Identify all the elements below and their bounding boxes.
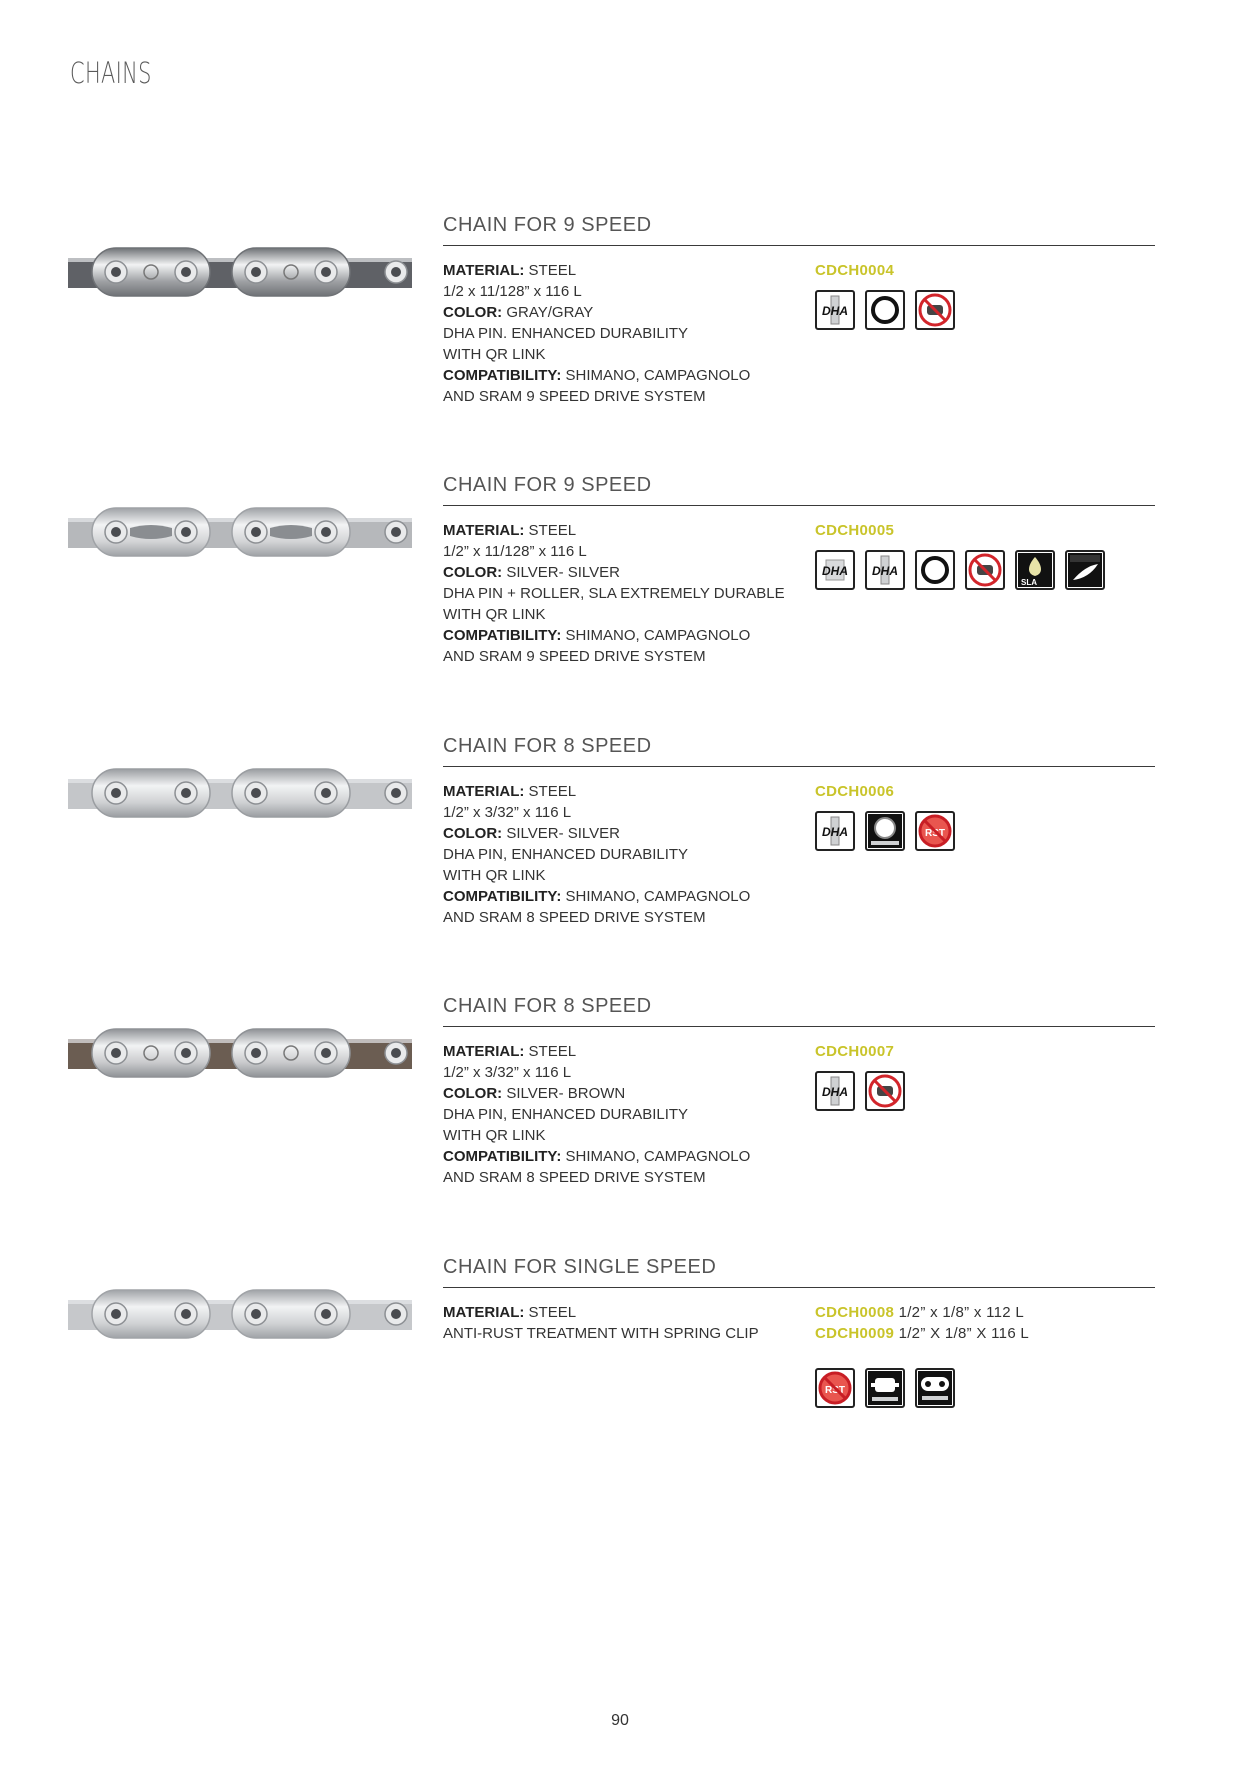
product-codes <box>815 1302 1029 1344</box>
feature-icons <box>815 1368 955 1408</box>
product-title: CHAIN FOR 8 SPEED <box>443 735 652 757</box>
spec-label: COLOR: <box>443 304 503 321</box>
roller-dark-icon-graphic <box>867 813 903 849</box>
chain-image <box>68 242 412 302</box>
spec-line <box>443 344 750 365</box>
spec-line <box>443 625 785 646</box>
product-section <box>0 214 1241 474</box>
spec-line <box>443 583 785 604</box>
dha-pin-icon <box>815 290 855 330</box>
product-codes <box>815 781 894 802</box>
product-section <box>0 1256 1241 1516</box>
spec-line <box>443 802 750 823</box>
no-rust-icon-graphic <box>917 292 953 328</box>
dha-pin-icon <box>865 550 905 590</box>
spec-label: COLOR: <box>443 825 503 842</box>
product-size: 1/2” X 1/8” X 116 L <box>894 1325 1030 1342</box>
no-rust-icon-graphic <box>967 552 1003 588</box>
product-section <box>0 735 1241 995</box>
dha-pin-icon <box>815 811 855 851</box>
spec-value: DHA PIN, ENHANCED DURABILITY <box>443 1106 689 1123</box>
spec-label: COMPATIBILITY: <box>443 1148 562 1165</box>
spec-line <box>443 886 750 907</box>
chain-image <box>68 1023 412 1083</box>
dha-pin-icon-graphic <box>867 552 903 588</box>
no-rust-icon <box>965 550 1005 590</box>
spec-label: COLOR: <box>443 1085 503 1102</box>
product-title: CHAIN FOR 8 SPEED <box>443 995 652 1017</box>
feature-icons <box>815 550 1105 590</box>
spec-value: STEEL <box>524 783 577 800</box>
no-rust-icon <box>865 1071 905 1111</box>
dha-pin-icon <box>815 1071 855 1111</box>
spec-label: MATERIAL: <box>443 783 525 800</box>
sla-treatment-icon <box>1015 550 1055 590</box>
svg-text:RST: RST <box>825 1385 845 1396</box>
spec-line <box>443 365 750 386</box>
feature-icons <box>815 1071 905 1111</box>
spec-value: AND SRAM 8 SPEED DRIVE SYSTEM <box>443 1169 706 1186</box>
spec-value: DHA PIN. ENHANCED DURABILITY <box>443 325 689 342</box>
spec-line <box>443 1104 750 1125</box>
spec-value: STEEL <box>524 1043 577 1060</box>
spec-line <box>443 260 750 281</box>
product-section <box>0 995 1241 1255</box>
product-codes <box>815 260 894 281</box>
roller-icon <box>865 290 905 330</box>
page-heading: CHAINS <box>70 56 152 90</box>
hub-size-icon-graphic <box>867 1370 903 1406</box>
product-code-line <box>815 520 894 541</box>
spec-value: AND SRAM 9 SPEED DRIVE SYSTEM <box>443 648 706 665</box>
dha-roller-icon-graphic <box>817 552 853 588</box>
product-code: CDCH0006 <box>815 783 895 800</box>
spec-line <box>443 1062 750 1083</box>
spec-value: SHIMANO, CAMPAGNOLO <box>561 367 751 384</box>
spec-label: COMPATIBILITY: <box>443 367 562 384</box>
svg-text:SLA: SLA <box>1021 578 1037 587</box>
product-code-line <box>815 1323 1029 1344</box>
product-code-line <box>815 781 894 802</box>
product-codes <box>815 1041 894 1062</box>
spec-value: 1/2 x 11/128” x 116 L <box>443 283 582 300</box>
svg-text:DHA: DHA <box>822 825 848 839</box>
divider <box>443 1287 1155 1288</box>
svg-text:DHA: DHA <box>822 1085 848 1099</box>
spec-value: SHIMANO, CAMPAGNOLO <box>561 888 751 905</box>
anti-rust-icon-graphic <box>917 813 953 849</box>
product-title: CHAIN FOR 9 SPEED <box>443 214 652 236</box>
chain-image <box>68 502 412 562</box>
dha-pin-icon-graphic <box>817 813 853 849</box>
product-code: CDCH0008 <box>815 1304 895 1321</box>
spec-label: COMPATIBILITY: <box>443 627 562 644</box>
spec-list <box>443 781 750 928</box>
dha-pin-icon-graphic <box>817 1073 853 1109</box>
spec-value: SHIMANO, CAMPAGNOLO <box>561 627 751 644</box>
single-speed-icon-graphic <box>917 1370 953 1406</box>
spec-line <box>443 1146 750 1167</box>
product-section <box>0 474 1241 734</box>
product-code-line <box>815 260 894 281</box>
roller-icon-graphic <box>917 552 953 588</box>
anti-rust-icon-graphic <box>817 1370 853 1406</box>
spec-value: WITH QR LINK <box>443 867 546 884</box>
product-code: CDCH0004 <box>815 262 895 279</box>
spec-value: SILVER- SILVER <box>502 564 620 581</box>
divider <box>443 245 1155 246</box>
spec-value: 1/2” x 3/32” x 116 L <box>443 804 572 821</box>
spec-value: SILVER- SILVER <box>502 825 620 842</box>
spec-value: DHA PIN + ROLLER, SLA EXTREMELY DURABLE <box>443 585 785 602</box>
spec-value: GRAY/GRAY <box>502 304 594 321</box>
hub-size-icon <box>865 1368 905 1408</box>
roller-icon <box>915 550 955 590</box>
svg-text:DHA: DHA <box>872 564 898 578</box>
super-light-icon-graphic <box>1067 552 1103 588</box>
product-code-line <box>815 1302 1029 1323</box>
spec-value: WITH QR LINK <box>443 346 546 363</box>
spec-line <box>443 520 785 541</box>
dha-pin-icon-graphic <box>817 292 853 328</box>
spec-line <box>443 781 750 802</box>
spec-line <box>443 386 750 407</box>
spec-label: MATERIAL: <box>443 262 525 279</box>
super-light-icon <box>1065 550 1105 590</box>
spec-value: AND SRAM 9 SPEED DRIVE SYSTEM <box>443 388 706 405</box>
roller-icon-graphic <box>867 292 903 328</box>
no-rust-icon <box>915 290 955 330</box>
spec-label: COMPATIBILITY: <box>443 888 562 905</box>
spec-line <box>443 823 750 844</box>
spec-line <box>443 604 785 625</box>
spec-value: 1/2” x 3/32” x 116 L <box>443 1064 572 1081</box>
spec-value: WITH QR LINK <box>443 606 546 623</box>
anti-rust-icon <box>815 1368 855 1408</box>
product-codes <box>815 520 894 541</box>
no-rust-icon-graphic <box>867 1073 903 1109</box>
spec-value: STEEL <box>524 522 577 539</box>
product-title: CHAIN FOR 9 SPEED <box>443 474 652 496</box>
product-title: CHAIN FOR SINGLE SPEED <box>443 1256 717 1278</box>
page-number: 90 <box>611 1712 629 1729</box>
sla-treatment-icon-graphic <box>1017 552 1053 588</box>
spec-value: AND SRAM 8 SPEED DRIVE SYSTEM <box>443 909 706 926</box>
spec-list <box>443 260 750 407</box>
spec-list <box>443 1302 759 1344</box>
spec-line <box>443 1083 750 1104</box>
spec-line <box>443 1125 750 1146</box>
spec-label: MATERIAL: <box>443 1043 525 1060</box>
spec-line <box>443 1167 750 1188</box>
spec-list <box>443 1041 750 1188</box>
spec-line <box>443 1323 759 1344</box>
chain-image <box>68 763 412 823</box>
spec-value: ANTI-RUST TREATMENT WITH SPRING CLIP <box>443 1325 759 1342</box>
dha-roller-icon <box>815 550 855 590</box>
spec-line <box>443 562 785 583</box>
spec-line <box>443 844 750 865</box>
spec-value: STEEL <box>524 1304 577 1321</box>
spec-value: SILVER- BROWN <box>502 1085 626 1102</box>
spec-line <box>443 1041 750 1062</box>
spec-label: MATERIAL: <box>443 1304 525 1321</box>
product-size: 1/2” x 1/8” x 112 L <box>894 1304 1025 1321</box>
spec-line <box>443 1302 759 1323</box>
product-code: CDCH0007 <box>815 1043 895 1060</box>
chain-image <box>68 1284 412 1344</box>
spec-value: DHA PIN, ENHANCED DURABILITY <box>443 846 689 863</box>
spec-line <box>443 865 750 886</box>
product-code: CDCH0009 <box>815 1325 895 1342</box>
single-speed-icon <box>915 1368 955 1408</box>
spec-line <box>443 646 785 667</box>
svg-text:RST: RST <box>925 828 945 839</box>
spec-line <box>443 541 785 562</box>
spec-line <box>443 281 750 302</box>
spec-value: STEEL <box>524 262 577 279</box>
feature-icons <box>815 290 955 330</box>
spec-value: SHIMANO, CAMPAGNOLO <box>561 1148 751 1165</box>
spec-line <box>443 907 750 928</box>
product-code-line <box>815 1041 894 1062</box>
divider <box>443 1026 1155 1027</box>
divider <box>443 505 1155 506</box>
spec-value: WITH QR LINK <box>443 1127 546 1144</box>
spec-value: 1/2” x 11/128” x 116 L <box>443 543 587 560</box>
roller-dark-icon <box>865 811 905 851</box>
feature-icons <box>815 811 955 851</box>
spec-line <box>443 323 750 344</box>
svg-text:DHA: DHA <box>822 564 848 578</box>
product-code: CDCH0005 <box>815 522 895 539</box>
spec-label: COLOR: <box>443 564 503 581</box>
anti-rust-icon <box>915 811 955 851</box>
spec-list <box>443 520 785 667</box>
divider <box>443 766 1155 767</box>
svg-text:DHA: DHA <box>822 304 848 318</box>
spec-line <box>443 302 750 323</box>
spec-label: MATERIAL: <box>443 522 525 539</box>
